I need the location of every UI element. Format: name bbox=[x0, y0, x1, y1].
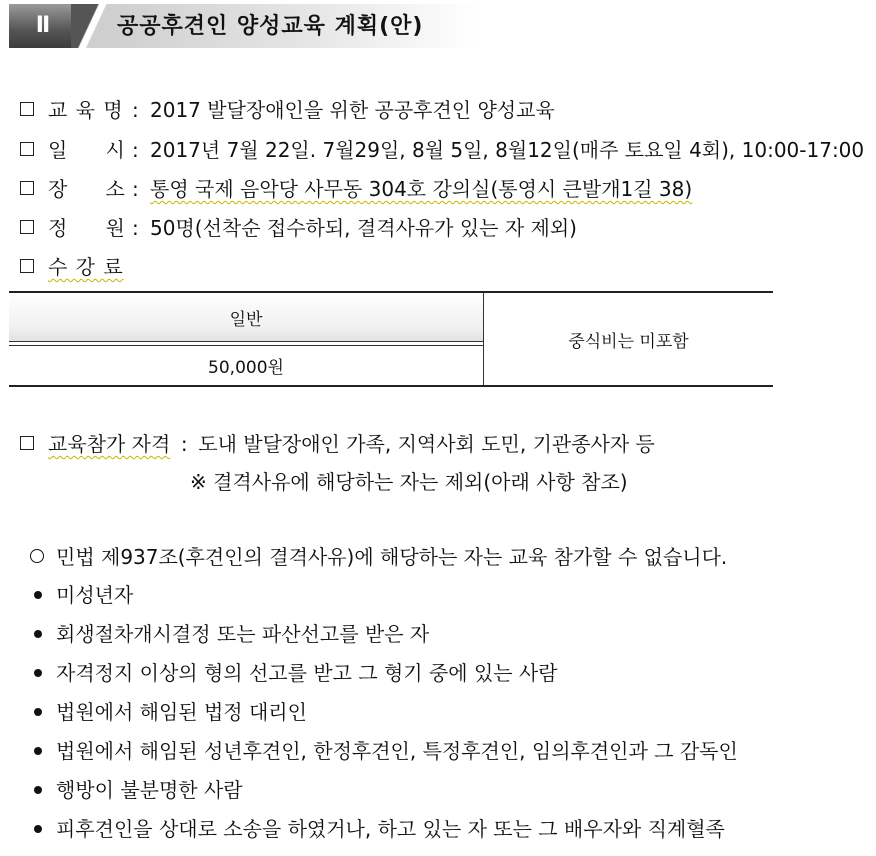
list-item-text: 법원에서 해임된 성년후견인, 한정후견인, 특정후견인, 임의후견인과 그 감독인 bbox=[56, 739, 738, 763]
item-label: 일 시 bbox=[48, 138, 125, 162]
table-double-rule bbox=[9, 341, 483, 346]
list-item bbox=[34, 700, 307, 724]
list-item-text: 자격정지 이상의 형의 선고를 받고 그 형기 중에 있는 사람 bbox=[56, 661, 558, 685]
item-separator: : bbox=[132, 216, 139, 240]
item-label: 장 소 bbox=[48, 177, 125, 201]
item-separator: : bbox=[132, 177, 139, 201]
item-value: 통영 국제 음악당 사무동 304호 강의실(통영시 큰발개1길 38) bbox=[150, 177, 693, 201]
info-item-capacity bbox=[20, 216, 577, 240]
table-cell-note: 중식비는 미포함 bbox=[568, 332, 689, 352]
list-item bbox=[34, 778, 243, 802]
list-item-text: 행방이 불분명한 사람 bbox=[56, 778, 243, 802]
info-item-schedule bbox=[20, 138, 864, 162]
item-label: 수 강 료 bbox=[48, 255, 124, 279]
bullet-icon bbox=[34, 591, 42, 599]
eligibility-note: ※ 결격사유에 해당하는 자는 제외(아래 사항 참조) bbox=[190, 470, 628, 494]
list-item-text: 피후견인을 상대로 소송을 하였거나, 하고 있는 자 또는 그 배우자와 직계혈족 bbox=[56, 817, 725, 841]
item-separator: : bbox=[132, 138, 139, 162]
checkbox-icon bbox=[20, 259, 34, 273]
list-item bbox=[34, 817, 725, 841]
section-banner bbox=[9, 4, 479, 48]
item-label: 교 육 명 bbox=[48, 98, 124, 122]
fee-table bbox=[9, 291, 773, 387]
item-value: 2017 발달장애인을 위한 공공후견인 양성교육 bbox=[150, 98, 555, 122]
hollow-circle-icon bbox=[30, 549, 44, 563]
checkbox-icon bbox=[20, 220, 34, 234]
item-label: 정 원 bbox=[48, 216, 125, 240]
item-separator: : bbox=[132, 98, 139, 122]
list-item bbox=[34, 583, 133, 607]
item-separator: : bbox=[180, 432, 188, 456]
disqualification-intro bbox=[30, 545, 727, 569]
item-label: 교육참가 자격 bbox=[48, 432, 171, 456]
table-bottom-border bbox=[9, 385, 773, 387]
bullet-icon bbox=[34, 747, 42, 755]
bullet-icon bbox=[34, 708, 42, 716]
list-item-text: 법원에서 해임된 법정 대리인 bbox=[56, 700, 307, 724]
table-header-general: 일반 bbox=[229, 310, 263, 330]
bullet-icon bbox=[34, 786, 42, 794]
info-item-location bbox=[20, 177, 692, 201]
info-item-fee bbox=[20, 255, 124, 279]
checkbox-icon bbox=[20, 142, 34, 156]
list-item-text: 회생절차개시결정 또는 파산선고를 받은 자 bbox=[56, 622, 430, 646]
page-title: 공공후견인 양성교육 계획(안) bbox=[117, 14, 424, 39]
list-item bbox=[34, 739, 738, 763]
checkbox-icon bbox=[20, 102, 34, 116]
bullet-icon bbox=[34, 825, 42, 833]
checkbox-icon bbox=[20, 181, 34, 195]
info-item-course-name bbox=[20, 98, 555, 122]
info-item-eligibility bbox=[20, 432, 655, 456]
bullet-icon bbox=[34, 630, 42, 638]
checkbox-icon bbox=[20, 436, 34, 450]
item-value: 2017년 7월 22일. 7월29일, 8월 5일, 8월12일(매주 토요일 4회), 10:00-17:00 bbox=[150, 138, 865, 162]
table-cell-amount: 50,000원 bbox=[208, 358, 284, 378]
item-value: 50명(선착순 접수하되, 결격사유가 있는 자 제외) bbox=[150, 216, 577, 240]
intro-text: 민법 제937조(후견인의 결격사유)에 해당하는 자는 교육 참가할 수 없습니다. bbox=[56, 545, 728, 569]
bullet-icon bbox=[34, 669, 42, 677]
list-item-text: 미성년자 bbox=[56, 583, 134, 607]
list-item bbox=[34, 661, 558, 685]
section-number: Ⅱ bbox=[9, 4, 77, 48]
item-value: 도내 발달장애인 가족, 지역사회 도민, 기관종사자 등 bbox=[198, 432, 655, 456]
list-item bbox=[34, 622, 429, 646]
